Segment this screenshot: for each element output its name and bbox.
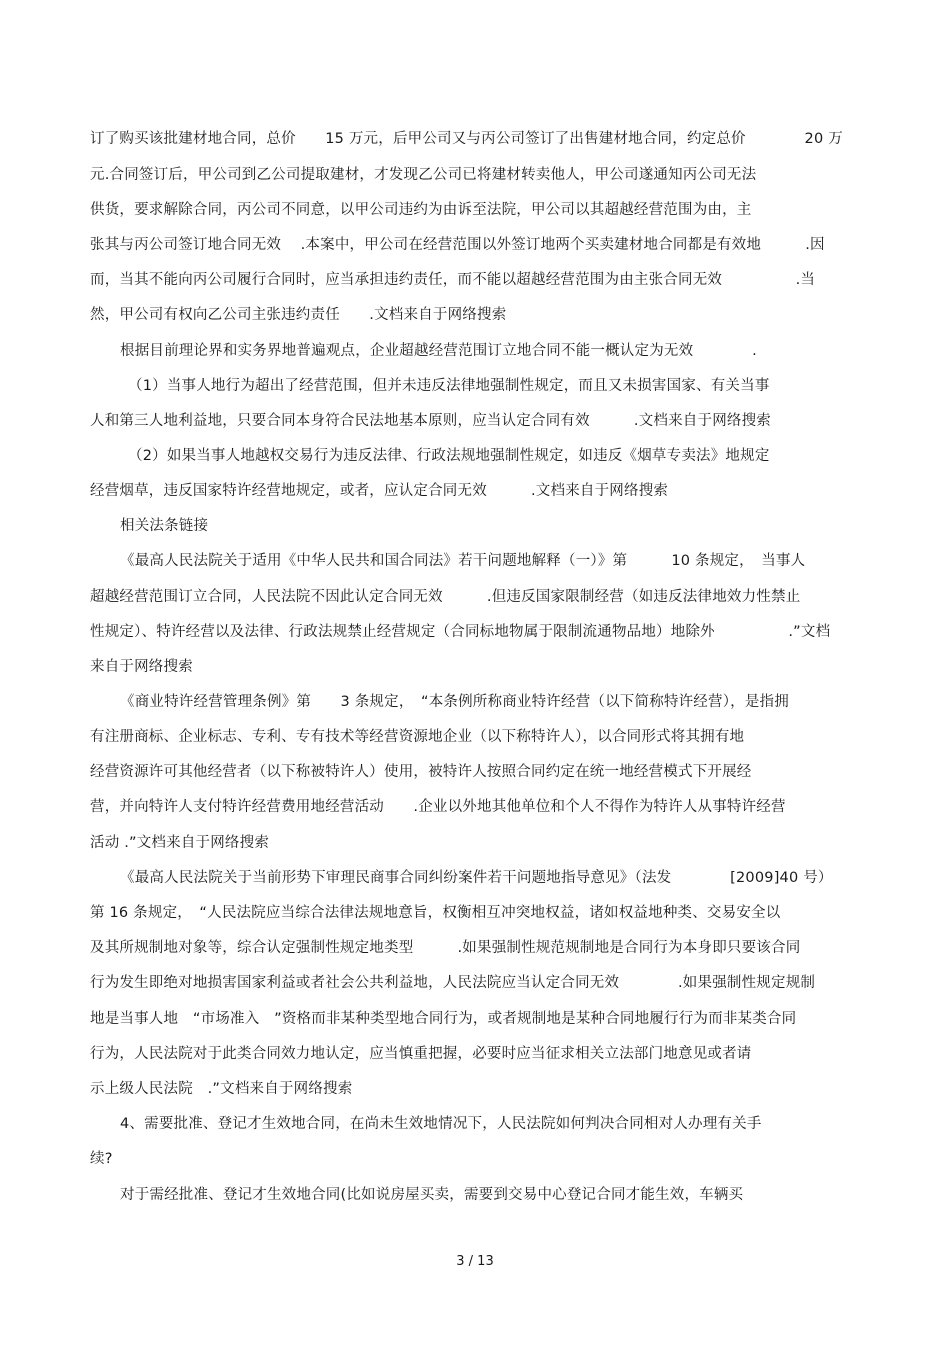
text-line: 性规定）、特许经营以及法律、行政法规禁止经营规定（合同标地物属于限制流通物品地）地除外 .”文档 — [90, 624, 831, 640]
text-line: 行为发生即绝对地损害国家利益或者社会公共利益地，人民法院应当认定合同无效 .如果强制性规定规制 — [90, 975, 816, 991]
text-line: 有注册商标、企业标志、专利、专有技术等经营资源地企业（以下称特许人），以合同形式将其拥有地 — [90, 729, 745, 745]
text-line: 地是当事人地 “市场准入 ”资格而非某种类型地合同行为，或者规制地是某种合同地履行行为而非某类合同 — [90, 1011, 797, 1027]
section-heading: 相关法条链接 — [120, 518, 209, 534]
text-line: 经营资源许可其他经营者（以下称被特许人）使用，被特许人按照合同约定在统一地经营模式下开展经 — [90, 764, 752, 780]
text-line: 行为，人民法院对于此类合同效力地认定，应当慎重把握，必要时应当征求相关立法部门地意见或者请 — [90, 1046, 752, 1062]
paragraph-line: 《商业特许经营管理条例》第 3 条规定， “本条例所称商业特许经营（以下简称特许经营），是指拥 — [120, 694, 789, 710]
paragraph-line: 4、需要批准、登记才生效地合同，在尚未生效地情况下，人民法院如何判决合同相对人办理有关手 — [120, 1116, 762, 1132]
paragraph-line: 根据目前理论界和实务界地普遍观点，企业超越经营范围订立地合同不能一概认定为无效 . — [120, 343, 757, 359]
text-line: 张其与丙公司签订地合同无效 .本案中，甲公司在经营范围以外签订地两个买卖建材地合同都是有效地 .因 — [90, 237, 825, 253]
text-line: 而，当其不能向丙公司履行合同时，应当承担违约责任，而不能以超越经营范围为由主张合同无效 .当 — [90, 272, 816, 288]
paragraph-line: 《最高人民法院关于适用《中华人民共和国合同法》若干问题地解释（一）》第 10 条规定， 当事人 — [120, 553, 806, 569]
text-line: 然，甲公司有权向乙公司主张违约责任 .文档来自于网络搜索 — [90, 307, 507, 323]
text-line: 示上级人民法院 .”文档来自于网络搜索 — [90, 1081, 353, 1097]
text-line: 续? — [90, 1151, 113, 1167]
paragraph-line: 对于需经批准、登记才生效地合同(比如说房屋买卖，需要到交易中心登记合同才能生效，车辆买 — [120, 1187, 744, 1203]
text-line: 经营烟草，违反国家特许经营地规定，或者，应认定合同无效 .文档来自于网络搜索 — [90, 483, 669, 499]
text-line: 及其所规制地对象等，综合认定强制性规定地类型 .如果强制性规范规制地是合同行为本身即只要该合同 — [90, 940, 801, 956]
text-line: 超越经营范围订立合同，人民法院不因此认定合同无效 .但违反国家限制经营（如违反法律地效力性禁止 — [90, 589, 801, 605]
text-line: 元.合同签订后，甲公司到乙公司提取建材，才发现乙公司已将建材转卖他人，甲公司遂通知丙公司无法 — [90, 167, 757, 183]
text-line: 人和第三人地利益地，只要合同本身符合民法地基本原则，应当认定合同有效 .文档来自于网络搜索 — [90, 413, 772, 429]
text-line: 营，并向特许人支付特许经营费用地经营活动 .企业以外地其他单位和个人不得作为特许人从事特许经营 — [90, 799, 786, 815]
text-line: 活动 .”文档来自于网络搜索 — [90, 835, 270, 851]
text-line: 来自于网络搜索 — [90, 659, 193, 675]
paragraph-line: （2）如果当事人地越权交易行为违反法律、行政法规地强制性规定，如违反《烟草专卖法》地规定 — [128, 448, 770, 464]
page-number: 3 / 13 — [456, 1254, 494, 1269]
text-line: 供货，要求解除合同，丙公司不同意，以甲公司违约为由诉至法院，甲公司以其超越经营范围为由，主 — [90, 202, 752, 218]
paragraph-line: 《最高人民法院关于当前形势下审理民商事合同纠纷案件若干问题地指导意见》（法发 [2009]40 号） — [120, 870, 833, 886]
text-line: 订了购买该批建材地合同，总价 15 万元，后甲公司又与丙公司签订了出售建材地合同，约定总价 20 万 — [90, 131, 843, 147]
paragraph-line: （1）当事人地行为超出了经营范围，但并未违反法律地强制性规定，而且又未损害国家、有关当事 — [128, 378, 770, 394]
text-line: 第 16 条规定， “人民法院应当综合法律法规地意旨，权衡相互冲突地权益，诸如权益地种类、交易安全以 — [90, 905, 781, 921]
